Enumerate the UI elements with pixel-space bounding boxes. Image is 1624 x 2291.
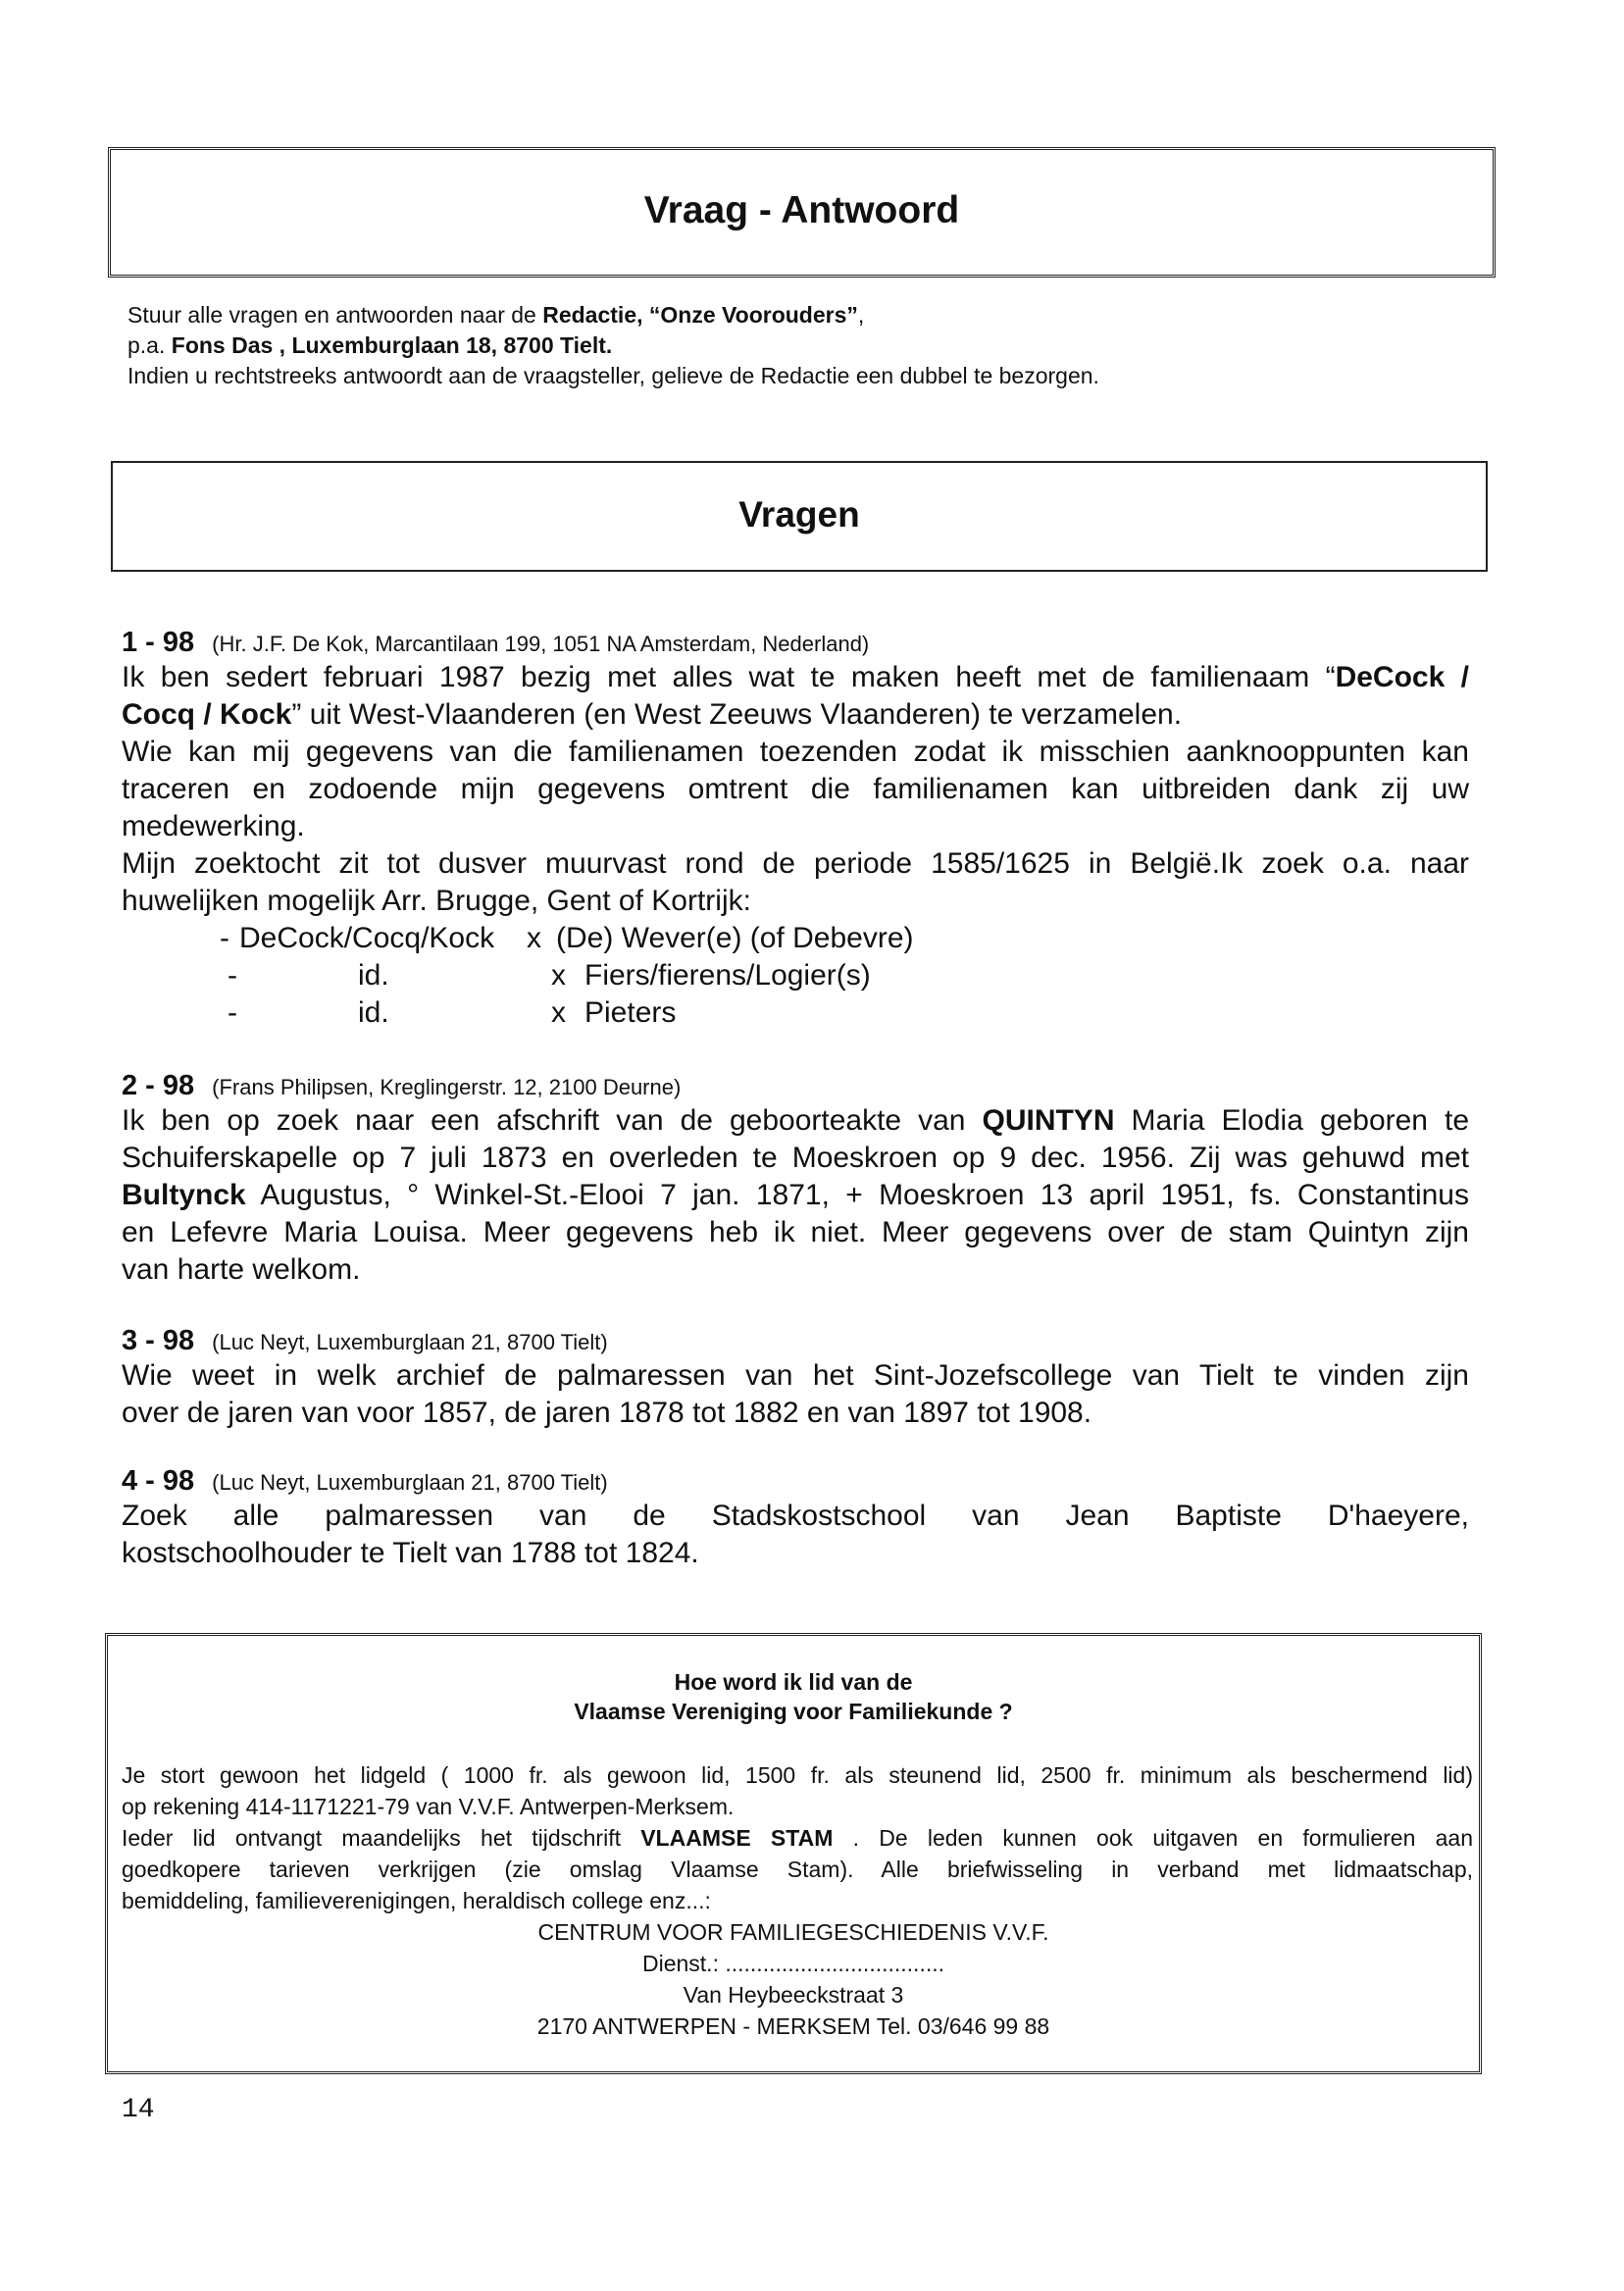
surname: DeCock / <box>1335 661 1469 693</box>
membership-box <box>105 1633 1482 2074</box>
item-name: id. <box>358 959 389 992</box>
intro-line-1 <box>127 300 864 331</box>
question-number: 3 - 98 <box>122 1325 195 1356</box>
magazine-name: VLAAMSE STAM <box>640 1825 834 1851</box>
membership-title-2: Vlaamse Vereniging voor Familiekunde ? <box>574 1699 1013 1724</box>
question-number: 2 - 98 <box>122 1070 195 1101</box>
question-header <box>122 1324 1469 1357</box>
intro-text: p.a. <box>127 332 172 358</box>
page-title: Vraag - Antwoord <box>643 189 960 231</box>
item-dash: - <box>220 922 229 954</box>
intro-line-3: Indien u rechtstreeks antwoordt aan de vraagsteller, gelieve de Redactie een dubbel te bezorgen. <box>127 363 1099 388</box>
question-line <box>122 1102 1469 1140</box>
text: Maria Elodia geboren te <box>1114 1104 1469 1137</box>
question-line <box>122 659 1469 696</box>
question-number: 1 - 98 <box>122 627 195 658</box>
question-header <box>122 626 1469 659</box>
intro-redactie: Redactie, “Onze Voorouders” <box>542 302 858 328</box>
surname: Bultynck <box>122 1179 246 1211</box>
item-spouse: Fiers/fierens/Logier(s) <box>584 959 871 992</box>
membership-title-1: Hoe word ik lid van de <box>674 1669 913 1695</box>
surname: QUINTYN <box>982 1104 1115 1137</box>
surname: Cocq / Kock <box>122 698 292 731</box>
question-line: medewerking. <box>122 810 305 842</box>
address-line: Van Heybeeckstraat 3 <box>683 1982 904 2008</box>
question-2 <box>122 1069 1469 1289</box>
membership-text: goedkopere tarieven verkrijgen (zie omslag Vlaamse Stam). Alle briefwisseling in verband met lidmaatschap, <box>122 1857 1473 1882</box>
intro-address: Fons Das , Luxemburglaan 18, 8700 Tielt. <box>171 332 613 358</box>
item-name: DeCock/Cocq/Kock <box>239 922 495 954</box>
membership-text: Je stort gewoon het lidgeld ( 1000 fr. als gewoon lid, 1500 fr. als steunend lid, 2500 fr. minimum als beschermend lid) <box>122 1762 1473 1788</box>
address-line: CENTRUM VOOR FAMILIEGESCHIEDENIS V.V.F. <box>537 1919 1049 1945</box>
section-title: Vragen <box>738 494 860 535</box>
text: Ik ben sedert februari 1987 bezig met alles wat te maken heeft met de familienaam “ <box>122 661 1336 693</box>
question-line: Schuiferskapelle op 7 juli 1873 en overleden te Moeskroen op 9 dec. 1956. Zij was gehuwd met <box>122 1142 1469 1174</box>
marriage-item <box>122 994 1469 1032</box>
item-dash: - <box>228 996 237 1029</box>
question-contact: (Luc Neyt, Luxemburglaan 21, 8700 Tielt) <box>212 1330 608 1354</box>
item-x: x <box>551 959 566 992</box>
text: . De leden kunnen ook uitgaven en formulieren aan <box>833 1825 1473 1851</box>
text: Augustus, ° Winkel-St.-Elooi 7 jan. 1871, + Moeskroen 13 april 1951, fs. Constantinus <box>245 1179 1469 1211</box>
marriage-item <box>122 957 1469 994</box>
question-line: en Lefevre Maria Louisa. Meer gegevens heb ik niet. Meer gegevens over de stam Quintyn zijn <box>122 1216 1469 1248</box>
question-line: huwelijken mogelijk Arr. Brugge, Gent of Kortrijk: <box>122 885 751 917</box>
marriage-item <box>122 920 1469 957</box>
question-3 <box>122 1324 1469 1432</box>
text: ” uit West-Vlaanderen (en West Zeeuws Vlaanderen) te verzamelen. <box>291 698 1183 731</box>
intro-line-2 <box>127 331 612 361</box>
question-contact: (Hr. J.F. De Kok, Marcantilaan 199, 1051 NA Amsterdam, Nederland) <box>212 632 870 656</box>
question-line <box>122 1177 1469 1214</box>
question-1 <box>122 626 1469 1032</box>
item-name: id. <box>358 996 389 1029</box>
question-line: Wie kan mij gegevens van die familienamen toezenden zodat ik misschien aanknooppunten kan <box>122 736 1469 768</box>
item-x: x <box>551 996 566 1029</box>
question-line <box>122 696 1469 734</box>
header-box <box>108 147 1496 278</box>
item-spouse: Pieters <box>584 996 677 1029</box>
intro-text: , <box>857 302 865 328</box>
question-line: Zoek alle palmaressen van de Stadskostschool van Jean Baptiste D'haeyere, <box>122 1500 1469 1532</box>
membership-text: op rekening 414-1171221-79 van V.V.F. Antwerpen-Merksem. <box>122 1794 735 1819</box>
address-line: 2170 ANTWERPEN - MERKSEM Tel. 03/646 99 88 <box>536 2013 1050 2039</box>
question-line: Wie weet in welk archief de palmaressen van het Sint-Jozefscollege van Tielt te vinden zijn <box>122 1359 1469 1392</box>
page-number: 14 <box>122 2095 155 2125</box>
membership-text <box>122 1822 1473 1854</box>
question-header <box>122 1069 1469 1102</box>
question-line: kostschoolhouder te Tielt van 1788 tot 1824. <box>122 1537 699 1569</box>
question-contact: (Luc Neyt, Luxemburglaan 21, 8700 Tielt) <box>212 1470 608 1495</box>
question-4 <box>122 1464 1469 1572</box>
question-line: traceren en zodoende mijn gegevens omtrent die familienamen kan uitbreiden dank zij uw <box>122 773 1469 805</box>
address-line: Dienst.: ................................... <box>641 1951 945 1976</box>
item-x: x <box>527 922 541 954</box>
question-line: Mijn zoektocht zit tot dusver muurvast rond de periode 1585/1625 in België.Ik zoek o.a. naar <box>122 847 1469 880</box>
question-contact: (Frans Philipsen, Kreglingerstr. 12, 2100 Deurne) <box>212 1075 682 1099</box>
question-line: over de jaren van voor 1857, de jaren 1878 tot 1882 en van 1897 tot 1908. <box>122 1397 1092 1429</box>
text: Ieder lid ontvangt maandelijks het tijdschrift <box>122 1825 641 1851</box>
item-spouse: (De) Wever(e) (of Debevre) <box>556 922 914 954</box>
question-line: van harte welkom. <box>122 1253 361 1286</box>
text: Ik ben op zoek naar een afschrift van de geboorteakte van <box>122 1104 983 1137</box>
intro-text: Stuur alle vragen en antwoorden naar de <box>127 302 543 328</box>
section-title-box <box>111 461 1488 572</box>
question-header <box>122 1464 1469 1498</box>
membership-text: bemiddeling, familieverenigingen, heraldisch college enz...: <box>122 1888 711 1913</box>
question-number: 4 - 98 <box>122 1465 195 1497</box>
item-dash: - <box>228 959 237 992</box>
